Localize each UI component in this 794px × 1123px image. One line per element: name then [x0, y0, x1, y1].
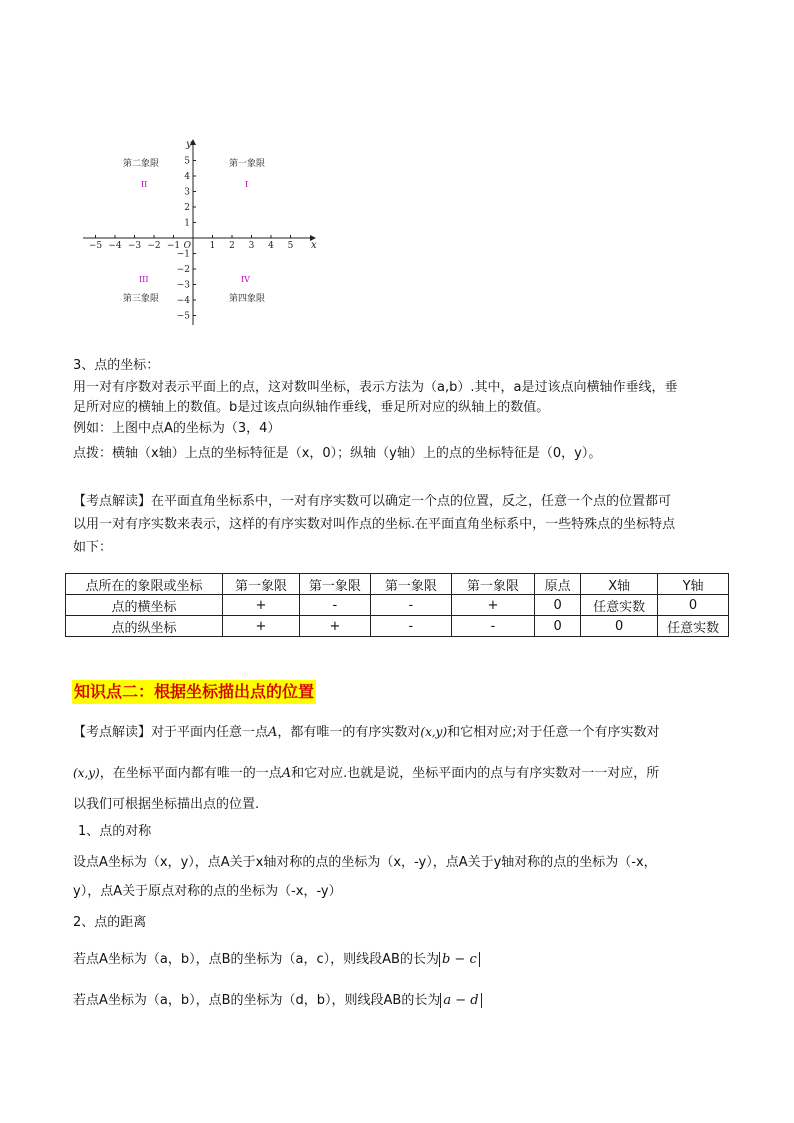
- distance-text: 若点A坐标为（a，b），点B的坐标为（d，b），则线段AB的长为: [73, 993, 441, 1008]
- coordinate-plane-figure: [75, 135, 335, 330]
- definition-line-2: 足所对应的横轴上的数值。b是过该点向纵轴作垂线，垂足所对应的纵轴上的数值。: [73, 400, 550, 415]
- table-header-cell: 第一象限: [451, 574, 534, 595]
- table-cell: -: [299, 595, 370, 616]
- table-cell: -: [370, 595, 451, 616]
- distance-text: 若点A坐标为（a，b），点B的坐标为（a，c），则线段AB的长为: [73, 952, 439, 967]
- y-axis-label: y: [186, 139, 192, 150]
- table-cell: +: [223, 595, 300, 616]
- x-tick-label: −2: [147, 241, 161, 251]
- quadrant-2-roman: II: [141, 180, 148, 189]
- table-header-cell: 第一象限: [223, 574, 300, 595]
- x-tick-label: 5: [287, 241, 294, 251]
- table-header-cell: Y轴: [658, 574, 729, 595]
- distance-line-2: [73, 992, 482, 1010]
- table-cell: 点的纵坐标: [66, 616, 223, 637]
- table-cell: -: [451, 616, 534, 637]
- y-tick-label: 1: [184, 218, 190, 229]
- analysis-line-3: 如下：: [73, 540, 113, 555]
- origin-label: O: [183, 241, 191, 251]
- table-header-cell: 点所在的象限或坐标: [66, 574, 223, 595]
- knowledge-point-2-heading: 知识点二：根据坐标描出点的位置: [72, 680, 316, 704]
- table-cell: 0: [581, 616, 658, 637]
- y-tick-label: 5: [184, 156, 190, 167]
- analysis2-text: ，都有唯一的有序实数对: [277, 725, 421, 740]
- analysis2-line-3: 以我们可根据坐标描出点的位置.: [73, 797, 260, 812]
- point-a-symbol: A: [268, 725, 278, 740]
- y-tick-label: −5: [176, 311, 190, 322]
- table-header-cell: 原点: [535, 574, 581, 595]
- table-cell: 任意实数: [658, 616, 729, 637]
- y-tick-label: −2: [176, 265, 190, 275]
- x-tick-label: 3: [248, 241, 255, 251]
- x-tick-label: −4: [108, 241, 122, 251]
- y-tick-label: −3: [176, 280, 190, 291]
- table-cell: +: [299, 616, 370, 637]
- table-cell: -: [370, 616, 451, 637]
- analysis-line-1: 【考点解读】在平面直角坐标系中，一对有序实数可以确定一个点的位置，反之，任意一个点的位置都可: [73, 494, 672, 509]
- table-cell: 0: [535, 616, 581, 637]
- coordinate-features-table: [65, 573, 729, 637]
- table-row: [66, 595, 729, 616]
- tip-line: 点拨：横轴（x轴）上点的坐标特征是（x，0）；纵轴（y轴）上的点的坐标特征是（0，y）。: [73, 446, 602, 461]
- quadrant-4-roman: IV: [241, 275, 250, 284]
- analysis2-text: 和它对应.也就是说，坐标平面内的点与有序实数对一一对应，所: [291, 766, 660, 781]
- table-cell: 0: [535, 595, 581, 616]
- x-tick-label: 1: [209, 241, 216, 251]
- quadrant-1-roman: I: [245, 180, 249, 189]
- distance-line-1: [73, 951, 480, 969]
- quadrant-2-label: 第二象限: [123, 159, 160, 169]
- x-tick-label: −1: [166, 241, 181, 251]
- distance-heading: 2、点的距离: [73, 915, 147, 930]
- analysis2-text: 和它相对应;对于任意一个有序实数对: [447, 725, 660, 740]
- symmetry-line-2: y），点A关于原点对称的点的坐标为（-x，-y）: [73, 884, 342, 899]
- ordered-pair-symbol: (x,y): [420, 725, 448, 739]
- ordered-pair-symbol: (x,y): [73, 766, 100, 780]
- table-header-cell: 第一象限: [299, 574, 370, 595]
- x-tick-label: −5: [88, 241, 103, 251]
- quadrant-4-label: 第四象限: [229, 294, 266, 304]
- y-tick-label: 4: [184, 172, 190, 182]
- example-line: 例如：上图中点A的坐标为（3，4）: [73, 421, 281, 436]
- y-tick-label: −4: [176, 296, 190, 306]
- table-cell: 点的横坐标: [66, 595, 223, 616]
- analysis2-line-2: [73, 764, 659, 783]
- abs-b-minus-c: b − c: [439, 952, 480, 967]
- table-cell: 任意实数: [581, 595, 658, 616]
- table-cell: +: [223, 616, 300, 637]
- quadrant-3-roman: III: [139, 275, 149, 284]
- analysis-line-2: 以用一对有序实数来表示，这样的有序实数对叫作点的坐标.在平面直角坐标系中，一些特殊点的坐标特点: [73, 517, 676, 532]
- table-header-cell: X轴: [581, 574, 658, 595]
- x-tick-label: 2: [229, 241, 235, 251]
- table-cell: 0: [658, 595, 729, 616]
- x-tick-label: −3: [127, 241, 142, 251]
- table-header-row: [66, 574, 729, 595]
- table-header-cell: 第一象限: [370, 574, 451, 595]
- quadrant-3-label: 第三象限: [123, 294, 160, 304]
- analysis2-text: 【考点解读】对于平面内任意一点: [73, 725, 269, 740]
- analysis2-line-1: [73, 723, 660, 742]
- symmetry-line-1: 设点A坐标为（x，y），点A关于x轴对称的点的坐标为（x，-y），点A关于y轴对称的点的坐标为（-x，: [73, 855, 657, 870]
- definition-line-1: 用一对有序数对表示平面上的点，这对数叫坐标，表示方法为（a,b）.其中，a是过该点向横轴作垂线，垂: [73, 380, 678, 395]
- y-tick-label: 3: [184, 187, 190, 198]
- point-a-symbol: A: [281, 766, 292, 781]
- quadrant-1-label: 第一象限: [229, 159, 266, 169]
- x-tick-label: 4: [268, 241, 274, 251]
- symmetry-heading: 1、点的对称: [78, 824, 152, 839]
- analysis2-text: ，在坐标平面内都有唯一的一点: [99, 766, 282, 781]
- y-tick-label: 2: [184, 203, 190, 213]
- abs-a-minus-d: a − d: [440, 993, 481, 1008]
- x-axis-label: x: [311, 240, 317, 251]
- table-cell: +: [451, 595, 534, 616]
- section-heading-point-coordinates: 3、点的坐标：: [73, 358, 160, 373]
- table-row: [66, 616, 729, 637]
- y-tick-label: −1: [176, 249, 190, 260]
